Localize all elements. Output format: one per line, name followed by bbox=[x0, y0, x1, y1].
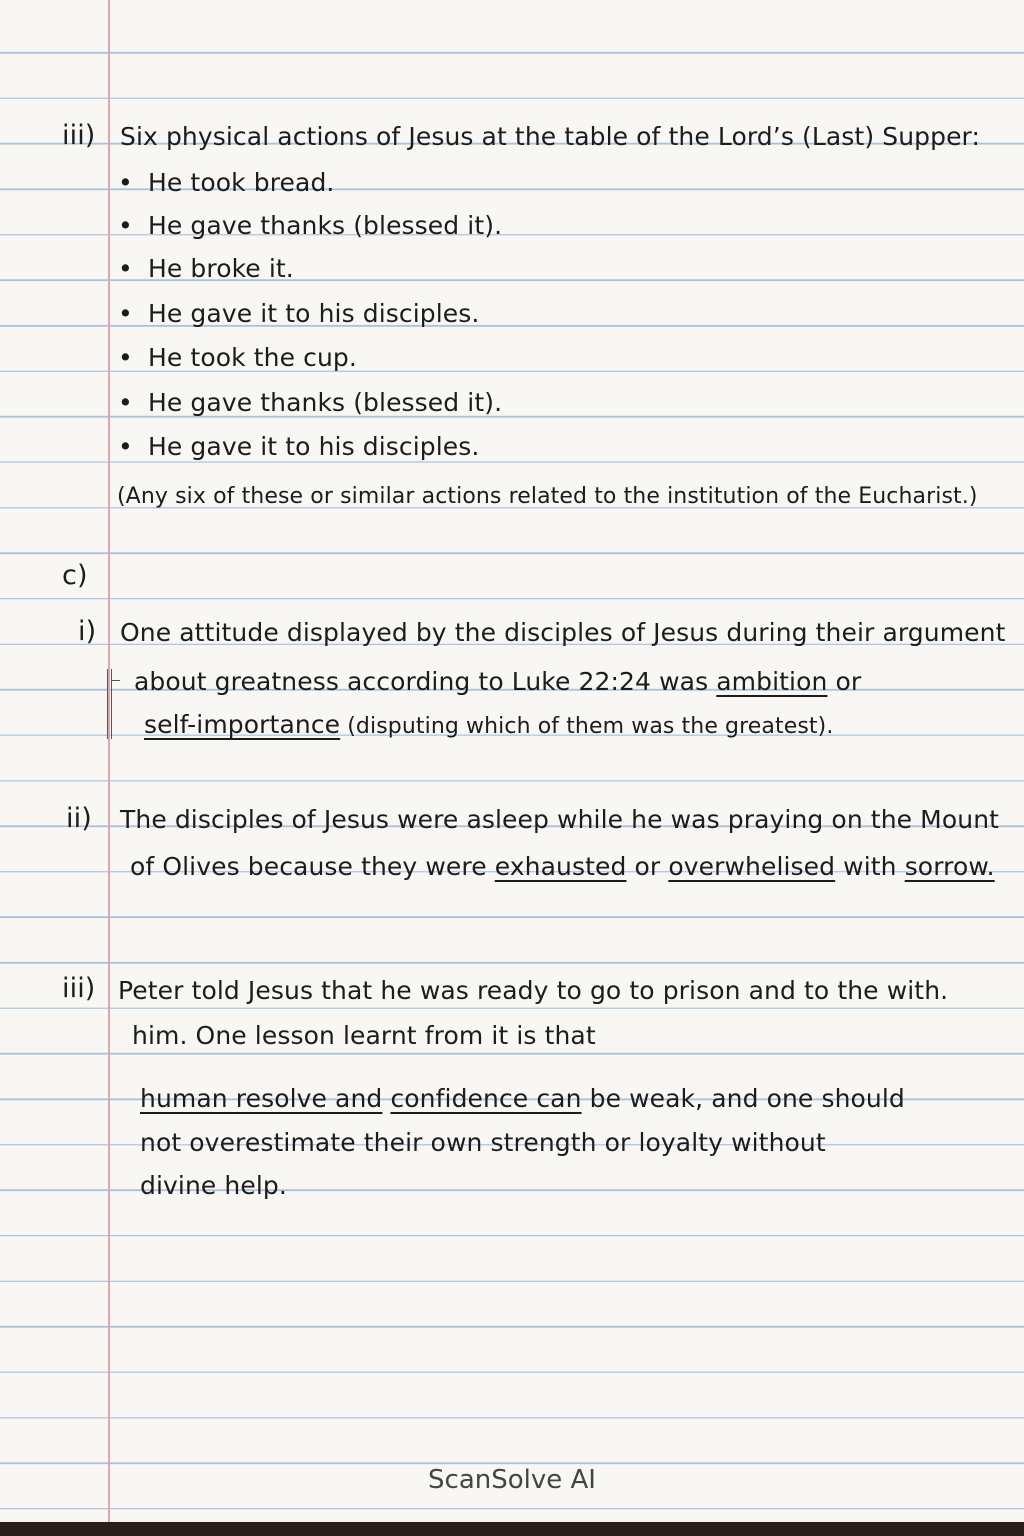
watermark-footer: ScanSolve AI bbox=[428, 1465, 596, 1495]
bullet-icon: • bbox=[118, 432, 133, 461]
margin-tick bbox=[112, 680, 120, 681]
bullet-icon: • bbox=[118, 254, 133, 283]
list-item bbox=[118, 168, 334, 197]
section-label-c: c) bbox=[62, 560, 88, 591]
underlined-answer: ambition bbox=[716, 667, 828, 696]
underlined-answer: confidence can bbox=[390, 1084, 582, 1113]
list-item bbox=[118, 388, 502, 417]
bullet-icon: • bbox=[118, 388, 133, 417]
answer-line: him. One lesson learnt from it is that bbox=[132, 1021, 596, 1050]
list-item bbox=[118, 299, 479, 328]
answer-line bbox=[144, 710, 833, 739]
bullet-icon: • bbox=[118, 299, 133, 328]
question-label-iii: iii) bbox=[62, 120, 96, 151]
list-item-text: He gave it to his disciples. bbox=[148, 299, 480, 328]
list-item-text: He gave it to his disciples. bbox=[148, 432, 480, 461]
table-edge bbox=[0, 1522, 1024, 1536]
answer-line: The disciples of Jesus were asleep while he was praying on the Mount bbox=[120, 805, 1000, 834]
underlined-answer: self-importance bbox=[144, 710, 341, 739]
answer-line: divine help. bbox=[140, 1171, 287, 1200]
answer-text: (disputing which of them was the greatest). bbox=[340, 714, 834, 739]
question-heading: Six physical actions of Jesus at the table of the Lord’s (Last) Supper: bbox=[120, 122, 981, 151]
underlined-answer: overwhelised bbox=[668, 852, 836, 881]
answer-text: about greatness according to Luke 22:24 was bbox=[134, 667, 717, 696]
answer-line: not overestimate their own strength or loyalty without bbox=[140, 1128, 826, 1157]
list-item bbox=[118, 343, 357, 372]
question-label-i: i) bbox=[78, 616, 97, 647]
bullet-icon: • bbox=[118, 343, 133, 372]
answer-text: or bbox=[626, 852, 669, 881]
question-label-ii: ii) bbox=[66, 803, 92, 834]
answer-line bbox=[140, 1084, 905, 1113]
list-item bbox=[118, 432, 479, 461]
answer-text: with bbox=[835, 852, 905, 881]
list-item-text: He took bread. bbox=[148, 168, 335, 197]
answer-text: or bbox=[827, 667, 862, 696]
bullet-icon: • bbox=[118, 168, 133, 197]
answer-line bbox=[134, 667, 861, 696]
answer-text: of Olives because they were bbox=[130, 852, 495, 881]
list-item bbox=[118, 211, 502, 240]
list-item-text: He broke it. bbox=[148, 254, 294, 283]
answer-line: Peter told Jesus that he was ready to go to prison and to the with. bbox=[118, 976, 949, 1005]
list-item-text: He gave thanks (blessed it). bbox=[148, 388, 503, 417]
question-label-iii-c: iii) bbox=[62, 973, 96, 1004]
answer-line: One attitude displayed by the disciples of Jesus during their argument bbox=[120, 618, 1006, 647]
answer-note: (Any six of these or similar actions related to the institution of the Eucharist.) bbox=[117, 484, 978, 509]
answer-text: be weak, and one should bbox=[581, 1084, 905, 1113]
list-item-text: He took the cup. bbox=[148, 343, 357, 372]
list-item-text: He gave thanks (blessed it). bbox=[148, 211, 503, 240]
underlined-answer: sorrow. bbox=[904, 852, 995, 881]
answer-line bbox=[130, 852, 995, 881]
underlined-answer: exhausted bbox=[494, 852, 627, 881]
underlined-answer: human resolve and bbox=[140, 1084, 383, 1113]
margin-line bbox=[108, 0, 110, 1522]
list-item bbox=[118, 254, 294, 283]
bullet-icon: • bbox=[118, 211, 133, 240]
